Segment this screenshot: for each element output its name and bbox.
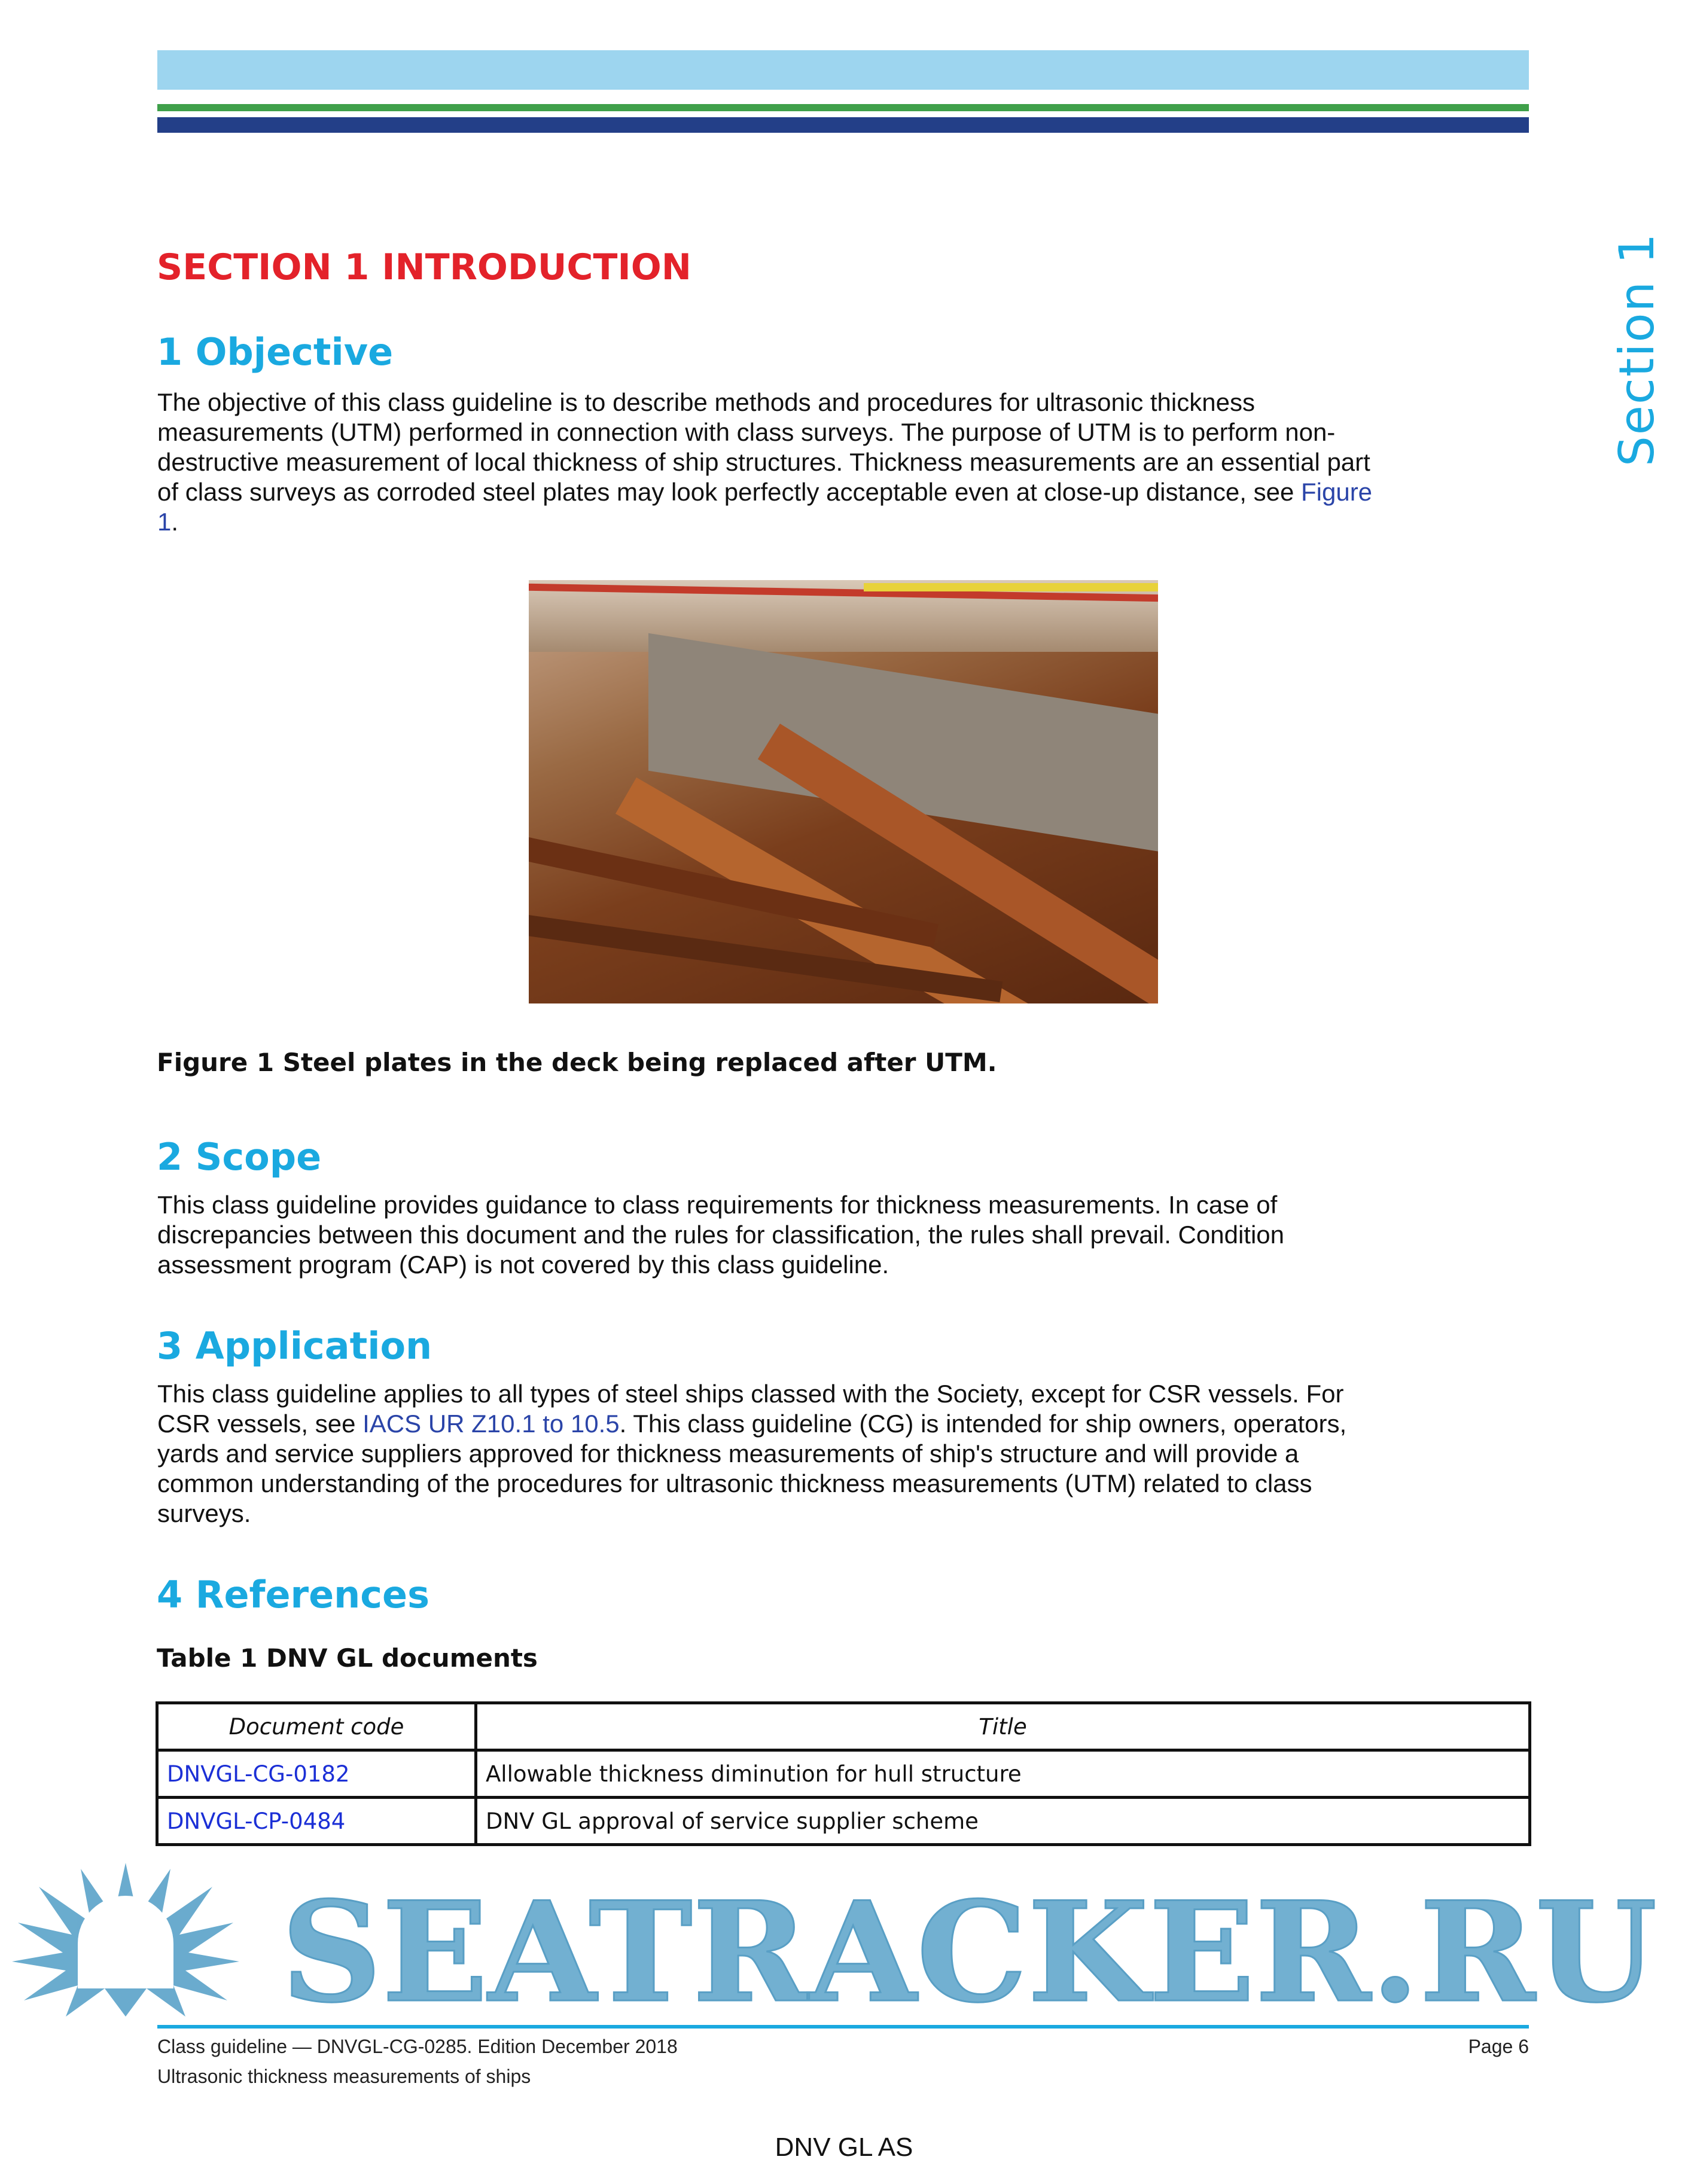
header-band-navy	[157, 117, 1529, 133]
text-line: common understanding of the procedures for ultrasonic thickness measurements (UTM) related to class	[157, 1469, 1312, 1497]
references-table	[156, 1701, 1531, 1846]
text-line: CSR vessels, see	[157, 1410, 363, 1438]
table-row	[157, 1750, 1530, 1798]
heading-references: 4 References	[157, 1573, 430, 1616]
table-caption: Table 1 DNV GL documents	[157, 1643, 538, 1673]
text-line: yards and service suppliers approved for thickness measurements of ship's structure and will provide a	[157, 1439, 1299, 1468]
text-line: of class surveys as corroded steel plates may look perfectly acceptable even at close-up distance, see	[157, 478, 1301, 506]
header-band-green	[157, 104, 1529, 111]
figure-link[interactable]: Figure	[1300, 478, 1373, 506]
text-line: surveys.	[157, 1499, 251, 1527]
figure-link-number[interactable]: 1	[157, 508, 172, 536]
figure-caption: Figure 1 Steel plates in the deck being replaced after UTM.	[157, 1048, 997, 1077]
footer-divider	[157, 2025, 1529, 2029]
heading-application: 3 Application	[157, 1324, 432, 1368]
footer-page-number: Page 6	[1468, 2036, 1529, 2057]
objective-paragraph	[157, 388, 1545, 537]
text-line: measurements (UTM) performed in connection with class surveys. The purpose of UTM is to perform non-	[157, 418, 1336, 446]
heading-scope: 2 Scope	[157, 1135, 322, 1179]
document-title: Allowable thickness diminution for hull structure	[476, 1750, 1530, 1798]
text-line: . This class guideline (CG) is intended for ship owners, operators,	[619, 1410, 1347, 1438]
section-title: SECTION 1 INTRODUCTION	[157, 246, 691, 288]
header-band-light	[157, 50, 1529, 90]
footer-document-info: Class guideline — DNVGL-CG-0285. Edition December 2018	[157, 2036, 678, 2057]
column-header-title: Title	[476, 1703, 1530, 1750]
text-end: .	[171, 508, 179, 536]
text-line: The objective of this class guideline is to describe methods and procedures for ultrasonic thickness	[157, 388, 1255, 416]
watermark-logo	[0, 1860, 1688, 2018]
footer-document-subtitle: Ultrasonic thickness measurements of ships	[157, 2066, 531, 2087]
table-row	[157, 1798, 1530, 1845]
scope-paragraph	[157, 1190, 1545, 1280]
application-paragraph	[157, 1379, 1545, 1529]
document-code-link[interactable]: DNVGL-CP-0484	[167, 1808, 346, 1834]
iacs-link[interactable]: IACS UR Z10.1 to 10.5	[362, 1410, 620, 1438]
text-line: This class guideline applies to all types of steel ships classed with the Society, except for CSR vessels. For	[157, 1380, 1344, 1408]
text-line: discrepancies between this document and the rules for classification, the rules shall prevail. Condition	[157, 1221, 1285, 1249]
text-line: This class guideline provides guidance to class requirements for thickness measurements. In case of	[157, 1191, 1278, 1219]
document-title: DNV GL approval of service supplier scheme	[476, 1798, 1530, 1845]
text-line: destructive measurement of local thickness of ship structures. Thickness measurements are an essential part	[157, 448, 1370, 476]
sunburst-icon	[12, 1863, 239, 2017]
table-header-row	[157, 1703, 1530, 1750]
document-code-link[interactable]: DNVGL-CG-0182	[167, 1761, 350, 1787]
section-side-tab: Section 1	[1609, 232, 1665, 466]
deck-photo	[529, 580, 1158, 1003]
column-header-code: Document code	[157, 1703, 476, 1750]
watermark-text: SEATRACKER.RU	[281, 1872, 1657, 2018]
text-line: assessment program (CAP) is not covered by this class guideline.	[157, 1250, 889, 1279]
footer-company: DNV GL AS	[775, 2133, 913, 2162]
heading-objective: 1 Objective	[157, 330, 394, 374]
